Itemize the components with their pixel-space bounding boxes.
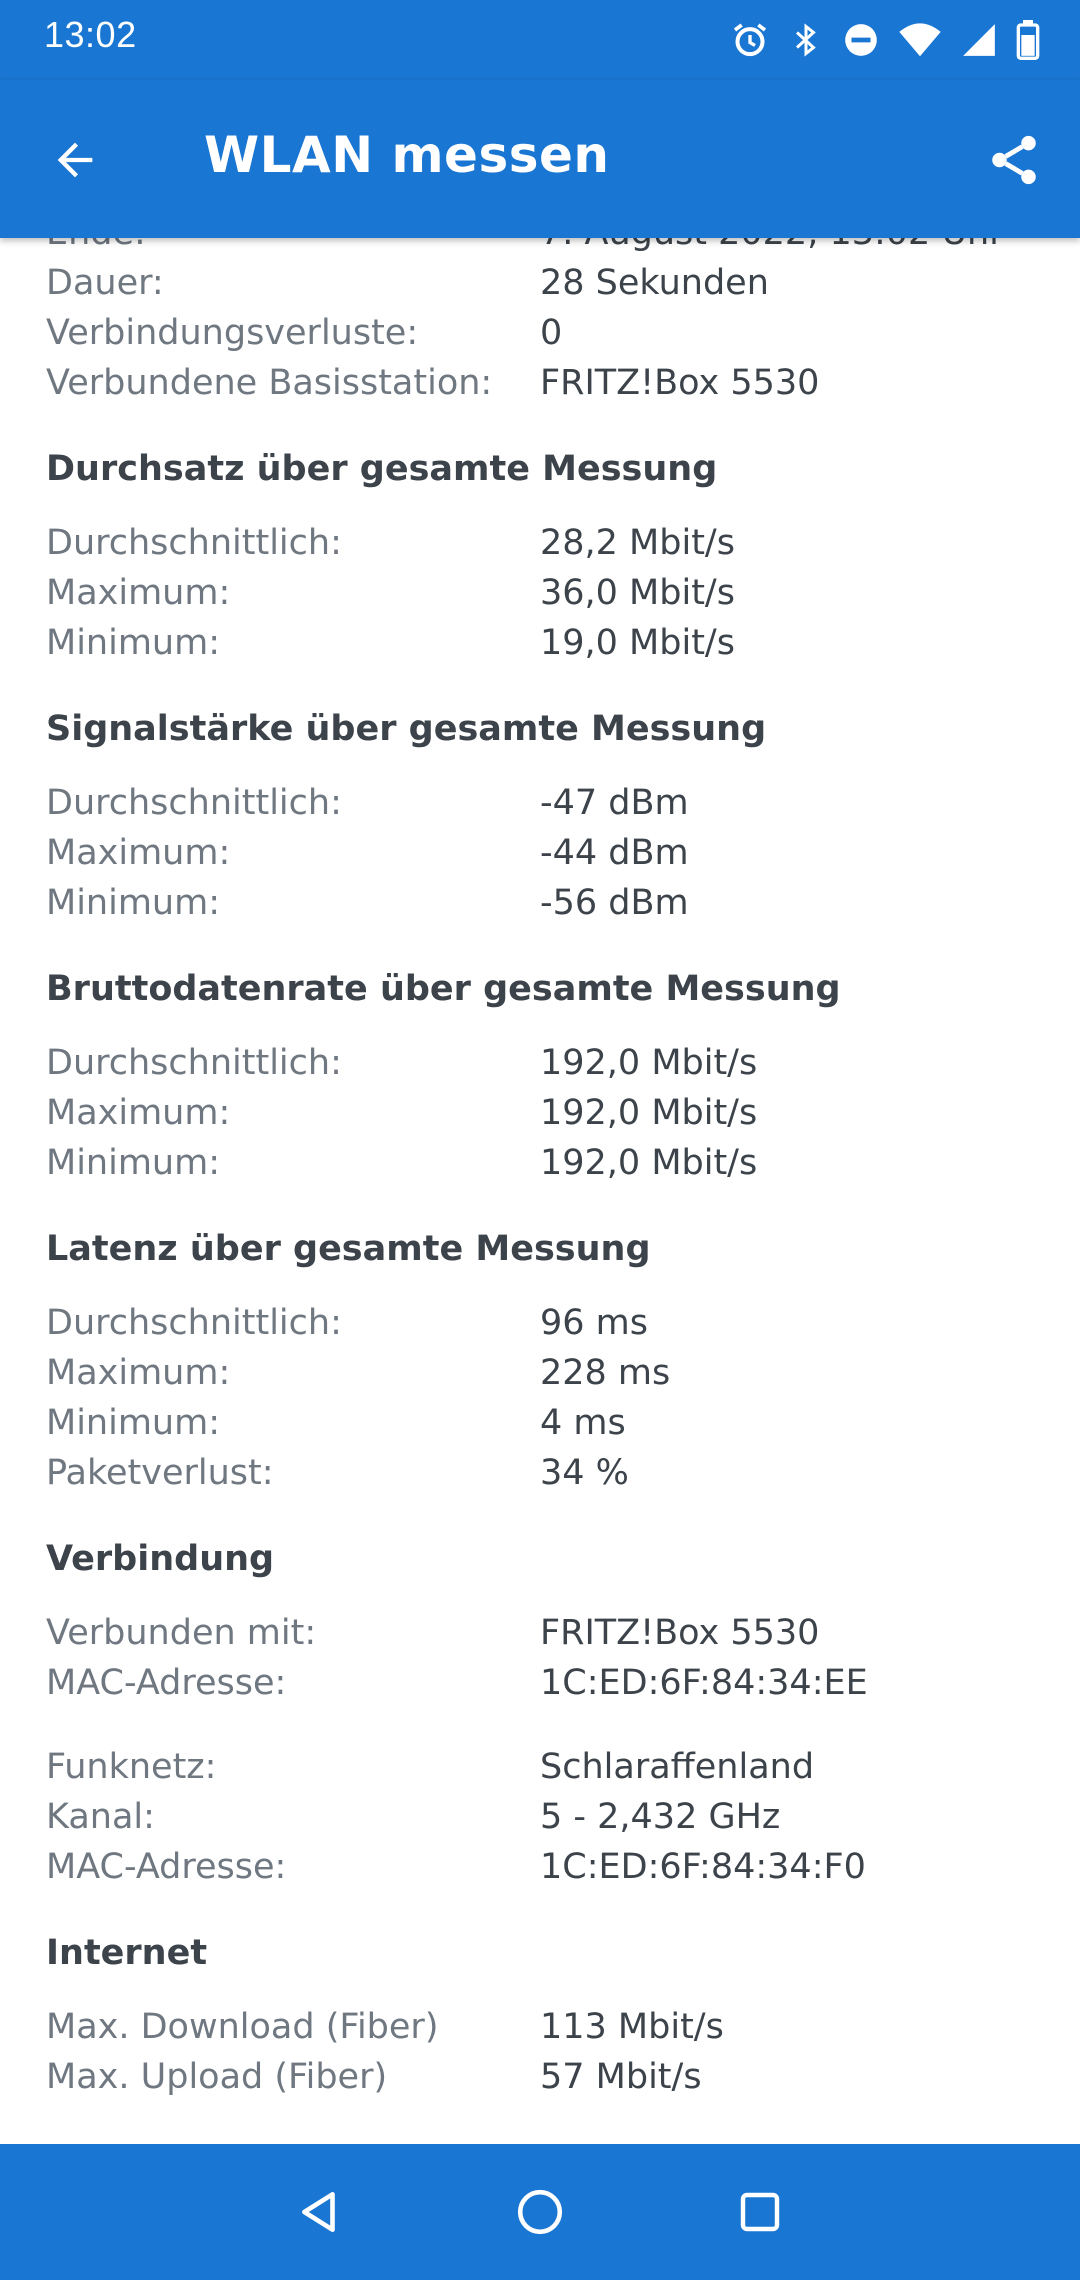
section-heading-internet: Internet <box>46 1933 208 1973</box>
row-value: FRITZ!Box 5530 <box>540 1613 820 1653</box>
row-label: MAC-Adresse: <box>46 1663 287 1703</box>
row-value: -47 dBm <box>540 783 689 823</box>
row-label: Verbundene Basisstation: <box>46 363 493 403</box>
internet-row <box>0 2002 1080 2052</box>
row-label: Durchschnittlich: <box>46 783 342 823</box>
info-row-base-station <box>0 358 1080 408</box>
nav-back-button[interactable] <box>280 2172 360 2252</box>
alarm-icon <box>730 20 770 60</box>
status-time: 13:02 <box>44 14 137 55</box>
row-value: 57 Mbit/s <box>540 2057 702 2097</box>
row-label: Minimum: <box>46 1143 220 1183</box>
throughput-row <box>0 518 1080 568</box>
row-value: 192,0 Mbit/s <box>540 1093 758 1133</box>
row-value: 28,2 Mbit/s <box>540 523 735 563</box>
connection-row <box>0 1658 1080 1708</box>
row-value: 113 Mbit/s <box>540 2007 724 2047</box>
row-label: Max. Download (Fiber) <box>46 2007 439 2047</box>
row-label: Paketverlust: <box>46 1453 274 1493</box>
wifi-icon <box>898 22 942 58</box>
section-heading-gross-rate: Bruttodatenrate über gesamte Messung <box>46 969 841 1009</box>
status-bar <box>0 0 1080 80</box>
latency-row <box>0 1298 1080 1348</box>
gross-rate-row <box>0 1088 1080 1138</box>
bluetooth-icon <box>788 20 824 60</box>
row-label: Maximum: <box>46 1353 231 1393</box>
row-value: 0 <box>540 313 563 353</box>
row-label: Minimum: <box>46 623 220 663</box>
system-navigation-bar <box>0 2144 1080 2280</box>
row-value: 96 ms <box>540 1303 648 1343</box>
share-button[interactable] <box>976 122 1052 198</box>
network-row <box>0 1792 1080 1842</box>
row-value: 19,0 Mbit/s <box>540 623 735 663</box>
row-label: Funknetz: <box>46 1747 217 1787</box>
row-label: Minimum: <box>46 883 220 923</box>
row-value: 36,0 Mbit/s <box>540 573 735 613</box>
row-label: Durchschnittlich: <box>46 1043 342 1083</box>
share-icon <box>985 131 1043 189</box>
throughput-row <box>0 568 1080 618</box>
signal-icon <box>960 21 998 59</box>
section-heading-connection: Verbindung <box>46 1539 275 1579</box>
row-value: 28 Sekunden <box>540 263 769 303</box>
network-row <box>0 1742 1080 1792</box>
row-value: FRITZ!Box 5530 <box>540 363 820 403</box>
row-label: Max. Upload (Fiber) <box>46 2057 388 2097</box>
row-value: 1C:ED:6F:84:34:F0 <box>540 1847 866 1887</box>
throughput-row <box>0 618 1080 668</box>
signal-row <box>0 778 1080 828</box>
row-value: 192,0 Mbit/s <box>540 1143 758 1183</box>
row-label: Verbindungsverluste: <box>46 313 419 353</box>
row-value: 4 ms <box>540 1403 626 1443</box>
row-label: MAC-Adresse: <box>46 1847 287 1887</box>
row-value: 1C:ED:6F:84:34:EE <box>540 1663 868 1703</box>
section-heading-signal: Signalstärke über gesamte Messung <box>46 709 767 749</box>
details-list <box>0 208 1080 2102</box>
back-button[interactable] <box>40 125 110 195</box>
row-value: 192,0 Mbit/s <box>540 1043 758 1083</box>
row-value: Schlaraffenland <box>540 1747 815 1787</box>
home-circle-icon <box>515 2187 565 2237</box>
info-row-duration <box>0 258 1080 308</box>
signal-row <box>0 878 1080 928</box>
latency-row <box>0 1348 1080 1398</box>
row-label: Kanal: <box>46 1797 155 1837</box>
section-heading-throughput: Durchsatz über gesamte Messung <box>46 449 718 489</box>
section-heading-latency: Latenz über gesamte Messung <box>46 1229 651 1269</box>
row-value: -44 dBm <box>540 833 689 873</box>
back-triangle-icon <box>295 2187 345 2237</box>
row-label: Maximum: <box>46 833 231 873</box>
row-label: Durchschnittlich: <box>46 1303 342 1343</box>
internet-row <box>0 2052 1080 2102</box>
measurement-details[interactable] <box>0 238 1080 2144</box>
row-label: Verbunden mit: <box>46 1613 317 1653</box>
arrow-back-icon <box>49 134 101 186</box>
network-row <box>0 1842 1080 1892</box>
nav-home-button[interactable] <box>500 2172 580 2252</box>
row-label: Minimum: <box>46 1403 220 1443</box>
signal-row <box>0 828 1080 878</box>
info-row-connection-losses <box>0 308 1080 358</box>
nav-recents-button[interactable] <box>720 2172 800 2252</box>
row-value: 5 - 2,432 GHz <box>540 1797 781 1837</box>
latency-row <box>0 1398 1080 1448</box>
row-label: Durchschnittlich: <box>46 523 342 563</box>
status-icons <box>730 16 1040 64</box>
row-value: 228 ms <box>540 1353 671 1393</box>
do-not-disturb-icon <box>842 21 880 59</box>
gross-rate-row <box>0 1038 1080 1088</box>
row-label: Maximum: <box>46 1093 231 1133</box>
page-title: WLAN messen <box>204 126 610 184</box>
recents-square-icon <box>736 2188 784 2236</box>
battery-icon <box>1016 20 1040 60</box>
connection-row <box>0 1608 1080 1658</box>
app-bar <box>0 80 1080 238</box>
row-value: -56 dBm <box>540 883 689 923</box>
row-label: Maximum: <box>46 573 231 613</box>
row-label: Dauer: <box>46 263 164 303</box>
row-value: 34 % <box>540 1453 629 1493</box>
gross-rate-row <box>0 1138 1080 1188</box>
latency-row <box>0 1448 1080 1498</box>
